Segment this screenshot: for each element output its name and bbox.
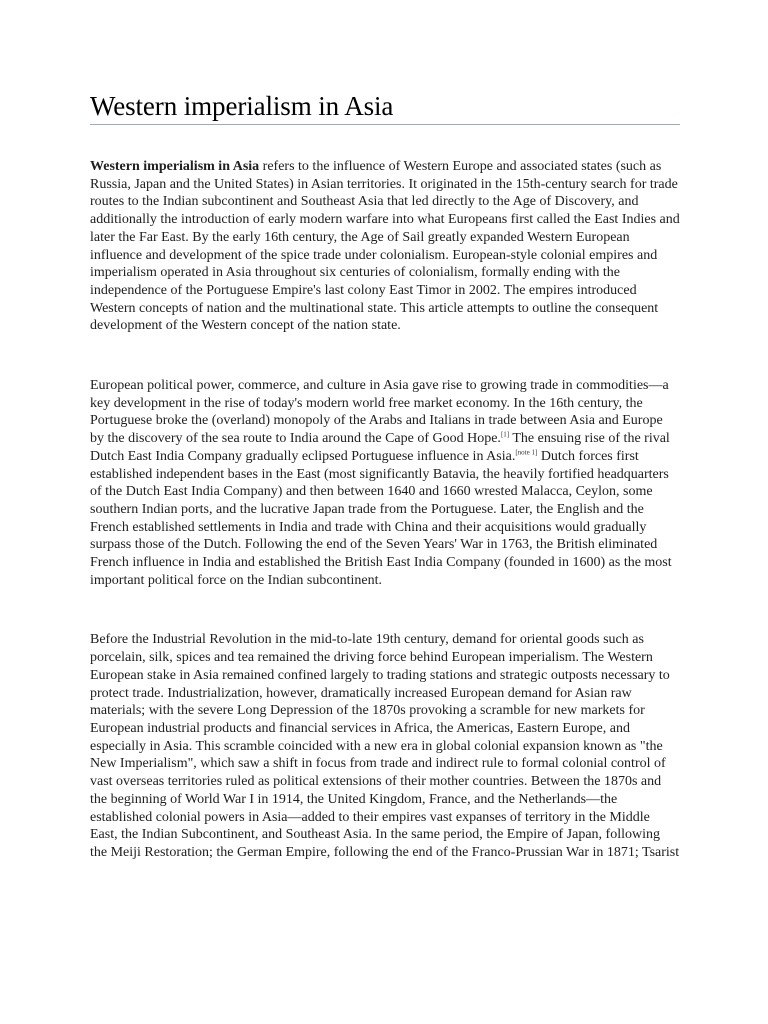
paragraph-industrial-text: Before the Industrial Revolution in the mid-to-late 19th century, demand for oriental goods such as porcelain, silk, spices and tea remained the driving force behind European imperialism. The Western European stake in Asia remained confined largely to trading stations and strategic outposts necessary to protect trade. Industrialization, however, dramatically increased European demand for Asian raw materials; with the severe Long Depression of the 1870s provoking a scramble for new markets for European industrial products and financial services in Africa, the Americas, Eastern Europe, and especially in Asia. This scramble coincided with a new era in global colonial expansion known as "the New Imperialism", which saw a shift in focus from trade and indirect rule to formal colonial control of vast overseas territories ruled as political extensions of their mother countries. Between the 1870s and the beginning of World War I in 1914, the United Kingdom, France, and the Netherlands—the established colonial powers in Asia—added to their empires vast expanses of territory in the Middle East, the Indian Subcontinent, and Southeast Asia. In the same period, the Empire of Japan, following the Meiji Restoration; the German Empire, following the end of the Franco-Prussian War in 1871; Tsarist	[90, 632, 680, 860]
paragraph-trade	[90, 377, 680, 589]
paragraph-intro-text: refers to the influence of Western Europe and associated states (such as Russia, Japan and the United States) in Asian territories. It originated in the 15th-century search for trade routes to the Indian subcontinent and Southeast Asia that led directly to the Age of Discovery, and additionally the introduction of early modern warfare into what Europeans first called the East Indies and later the Far East. By the early 16th century, the Age of Sail greatly expanded Western European influence and development of the spice trade under colonialism. European-style colonial empires and imperialism operated in Asia throughout six centuries of colonialism, formally ending with the independence of the Portuguese Empire's last colony East Timor in 2002. The empires introduced Western concepts of nation and the multinational state. This article attempts to outline the consequent development of the Western concept of the nation state.	[90, 159, 680, 334]
paragraph-industrial	[90, 631, 680, 861]
paragraph-intro	[90, 158, 680, 335]
title-divider	[90, 124, 680, 125]
reference-link-1[interactable]: [1]	[500, 430, 510, 439]
article-title: Western imperialism in Asia	[90, 91, 394, 121]
article-page	[90, 88, 680, 904]
paragraph-trade-text-1: European political power, commerce, and culture in Asia gave rise to growing trade in commodities—a key development in the rise of today's modern world free market economy. In the 16th century, the Portuguese broke the (overland) monopoly of the Arabs and Italians in trade between Asia and Europe by the discovery of the sea route to India around the Cape of Good Hope.	[90, 378, 669, 447]
reference-link-note-1[interactable]: [note 1]	[515, 448, 538, 457]
paragraph-trade-text-3: Dutch forces first established independent bases in the East (most significantly Batavia, the heavily fortified headquarters of the Dutch East India Company) and then between 1640 and 1660 wrested Malacca, Ceylon, some southern Indian ports, and the lucrative Japan trade from the Portuguese. Later, the English and the French established settlements in India and trade with China and their acquisitions would gradually surpass those of the Dutch. Following the end of the Seven Years' War in 1763, the British eliminated French influence in India and established the British East India Company (founded in 1600) as the most important political force on the Indian subcontinent.	[90, 448, 672, 588]
lead-term: Western imperialism in Asia	[90, 159, 260, 174]
paragraph-trade-text-2: The ensuing rise of the rival Dutch East India Company gradually eclipsed Portuguese influence in Asia.	[90, 431, 670, 464]
